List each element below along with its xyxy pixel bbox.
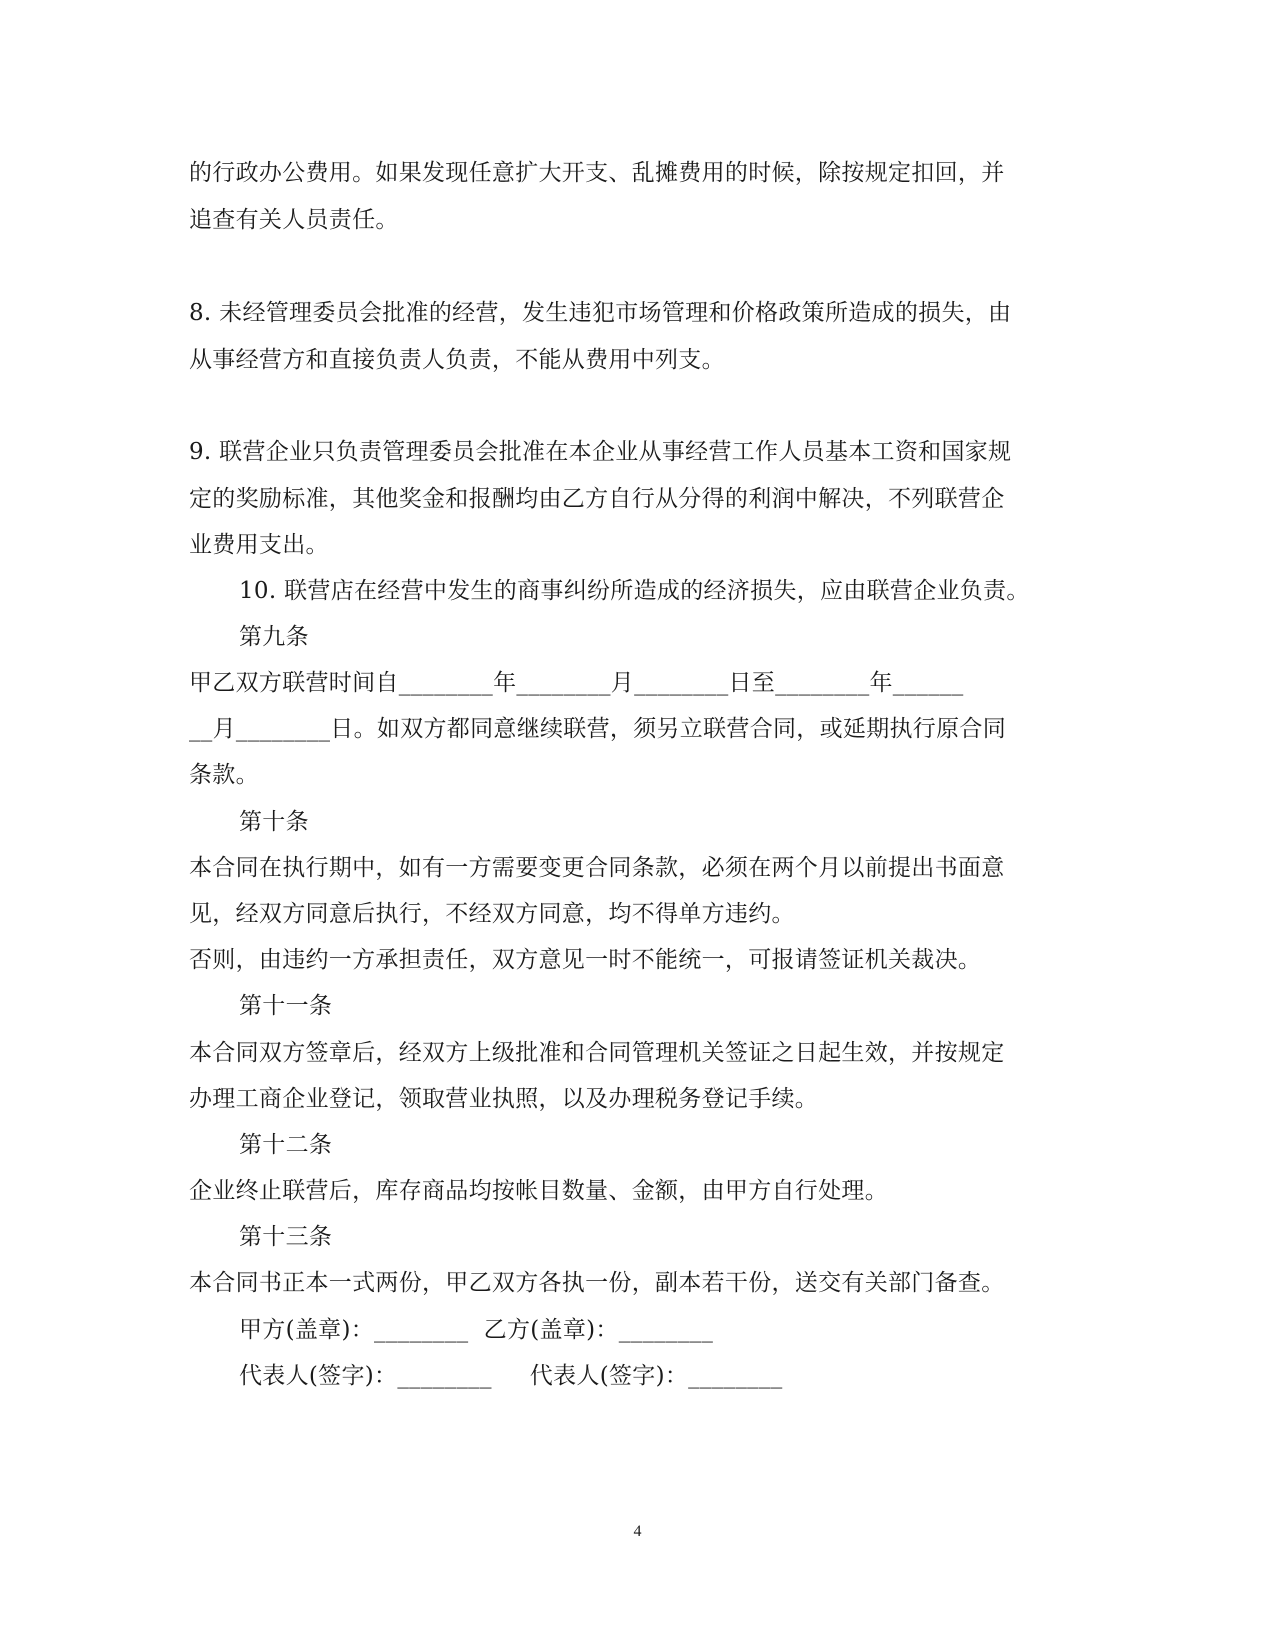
paragraph-line: __月________日。如双方都同意继续联营，须另立联营合同，或延期执行原合同 [189, 716, 1006, 742]
paragraph-line: 办理工商企业登记，领取营业执照，以及办理税务登记手续。 [189, 1086, 819, 1112]
paragraph-line: 从事经营方和直接负责人负责，不能从费用中列支。 [189, 347, 725, 373]
paragraph-line: 业费用支出。 [189, 532, 329, 558]
paragraph-line: 见，经双方同意后执行，不经双方同意，均不得单方违约。 [189, 901, 795, 927]
paragraph-line: 企业终止联营后，库存商品均按帐目数量、金额，由甲方自行处理。 [189, 1178, 888, 1204]
paragraph-line: 9. 联营企业只负责管理委员会批准在本企业从事经营工作人员基本工资和国家规 [189, 439, 1012, 465]
article-heading: 第九条 [239, 624, 309, 650]
representative-signature-line: 代表人(签字)：________ 代表人(签字)：________ [239, 1363, 783, 1389]
paragraph-line: 8. 未经管理委员会批准的经营，发生违犯市场管理和价格政策所造成的损失，由 [189, 300, 1012, 326]
paragraph-line: 甲乙双方联营时间自________年________月________日至________年______ [189, 670, 964, 696]
paragraph-line: 本合同书正本一式两份，甲乙双方各执一份，副本若干份，送交有关部门备查。 [189, 1270, 1005, 1296]
paragraph-line: 条款。 [189, 762, 259, 788]
paragraph-line: 否则，由违约一方承担责任，双方意见一时不能统一，可报请签证机关裁决。 [189, 947, 982, 973]
article-heading: 第十二条 [239, 1132, 333, 1158]
page-number: 4 [633, 1523, 642, 1540]
article-heading: 第十一条 [239, 993, 333, 1019]
paragraph-line: 定的奖励标准，其他奖金和报酬均由乙方自行从分得的利润中解决，不列联营企 [189, 486, 1005, 512]
paragraph-line: 本合同双方签章后，经双方上级批准和合同管理机关签证之日起生效，并按规定 [189, 1040, 1005, 1066]
party-seal-line: 甲方(盖章)：________ 乙方(盖章)：________ [239, 1317, 714, 1343]
article-heading: 第十条 [239, 809, 309, 835]
article-heading: 第十三条 [239, 1224, 333, 1250]
paragraph-line: 本合同在执行期中，如有一方需要变更合同条款，必须在两个月以前提出书面意 [189, 855, 1005, 881]
paragraph-line: 的行政办公费用。如果发现任意扩大开支、乱摊费用的时候，除按规定扣回，并 [189, 160, 1005, 186]
paragraph-line: 10. 联营店在经营中发生的商事纠纷所造成的经济损失，应由联营企业负责。 [239, 578, 1030, 604]
paragraph-line: 追查有关人员责任。 [189, 207, 399, 233]
